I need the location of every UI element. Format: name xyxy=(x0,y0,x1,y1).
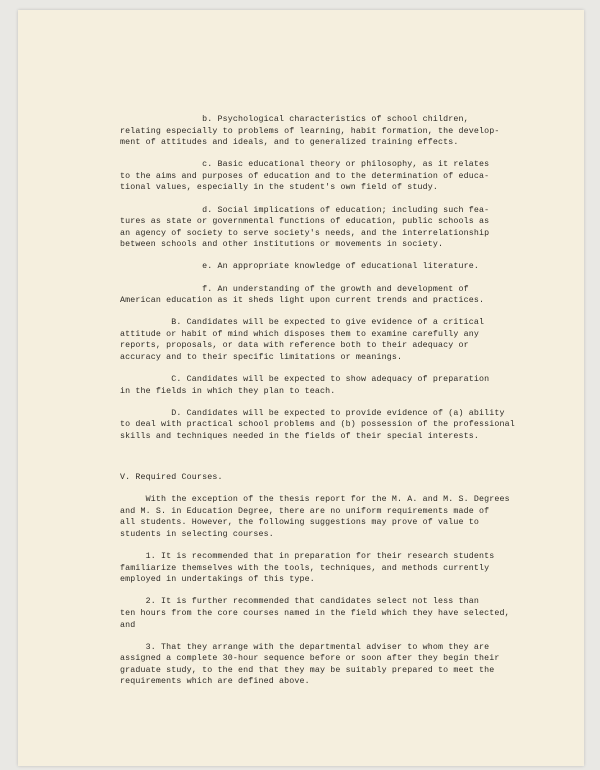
text-line: all students. However, the following suggestions may prove of value to xyxy=(120,518,480,528)
text-line: With the exception of the thesis report for the M. A. and M. S. Degrees xyxy=(120,495,510,505)
text-line: ment of attitudes and ideals, and to generalized training effects. xyxy=(120,138,459,148)
section-paragraph-intro xyxy=(120,494,538,540)
document-page xyxy=(18,10,584,766)
text-line: tures as state or governmental functions of education, public schools as xyxy=(120,217,490,227)
text-line: reports, proposals, or data with reference both to their adequacy or xyxy=(120,341,469,351)
text-line: employed in undertakings of this type. xyxy=(120,575,315,585)
text-line: to deal with practical school problems and (b) possession of the professional xyxy=(120,420,515,430)
text-line: and M. S. in Education Degree, there are no uniform requirements made of xyxy=(120,506,490,516)
text-line: f. An understanding of the growth and development of xyxy=(120,284,469,294)
text-line: and xyxy=(120,620,136,630)
text-line: accuracy and to their specific limitations or meanings. xyxy=(120,353,403,362)
text-line: tional values, especially in the student's own field of study. xyxy=(120,183,438,193)
paragraph-B xyxy=(120,317,538,363)
text-line: graduate study, to the end that they may be suitably prepared to meet the xyxy=(120,665,495,675)
text-line: 2. It is further recommended that candidates select not less than xyxy=(120,597,480,607)
document-body xyxy=(120,114,538,698)
text-line: 1. It is recommended that in preparation for their research students xyxy=(120,552,495,562)
text-line: skills and techniques needed in the fields of their special interests. xyxy=(120,431,480,441)
text-line: 3. That they arrange with the departmental adviser to whom they are xyxy=(120,642,490,652)
section-paragraph-1 xyxy=(120,551,538,586)
text-line: c. Basic educational theory or philosophy, as it relates xyxy=(120,160,490,170)
paragraph-D xyxy=(120,408,538,443)
paragraph-C xyxy=(120,374,538,397)
text-line: requirements which are defined above. xyxy=(120,677,310,687)
paragraph-f xyxy=(120,284,538,307)
text-line: assigned a complete 30-hour sequence before or soon after they begin their xyxy=(120,654,500,664)
text-line: B. Candidates will be expected to give evidence of a critical xyxy=(120,318,485,328)
text-line: an agency of society to serve society's needs, and the interrelationship xyxy=(120,228,490,238)
text-line: American education as it sheds light upon current trends and practices. xyxy=(120,296,485,306)
text-line: C. Candidates will be expected to show adequacy of preparation xyxy=(120,375,490,385)
text-line: ten hours from the core courses named in the field which they have selected, xyxy=(120,608,510,618)
paragraph-b xyxy=(120,114,538,149)
section-spacer xyxy=(120,453,538,472)
paragraph-c xyxy=(120,159,538,194)
text-line: between schools and other institutions or movements in society. xyxy=(120,240,444,250)
text-line: d. Social implications of education; including such fea- xyxy=(120,205,490,215)
text-line: attitude or habit of mind which disposes them to examine carefully any xyxy=(120,329,480,339)
text-line: b. Psychological characteristics of school children, xyxy=(120,115,469,124)
section-heading xyxy=(120,472,538,484)
text-line: e. An appropriate knowledge of educational literature. xyxy=(120,262,480,272)
text-line: D. Candidates will be expected to provide evidence of (a) ability xyxy=(120,408,505,418)
paragraph-e xyxy=(120,261,538,273)
section-paragraph-2 xyxy=(120,596,538,631)
section-heading-text: V. Required Courses. xyxy=(120,473,223,483)
text-line: relating especially to problems of learning, habit formation, the develop- xyxy=(120,126,500,136)
text-line: in the fields in which they plan to teach. xyxy=(120,386,336,396)
paragraph-d xyxy=(120,205,538,251)
text-line: students in selecting courses. xyxy=(120,529,274,539)
text-line: familiarize themselves with the tools, techniques, and methods currently xyxy=(120,563,490,573)
section-paragraph-3 xyxy=(120,642,538,688)
text-line: to the aims and purposes of education and to the determination of educa- xyxy=(120,171,490,181)
